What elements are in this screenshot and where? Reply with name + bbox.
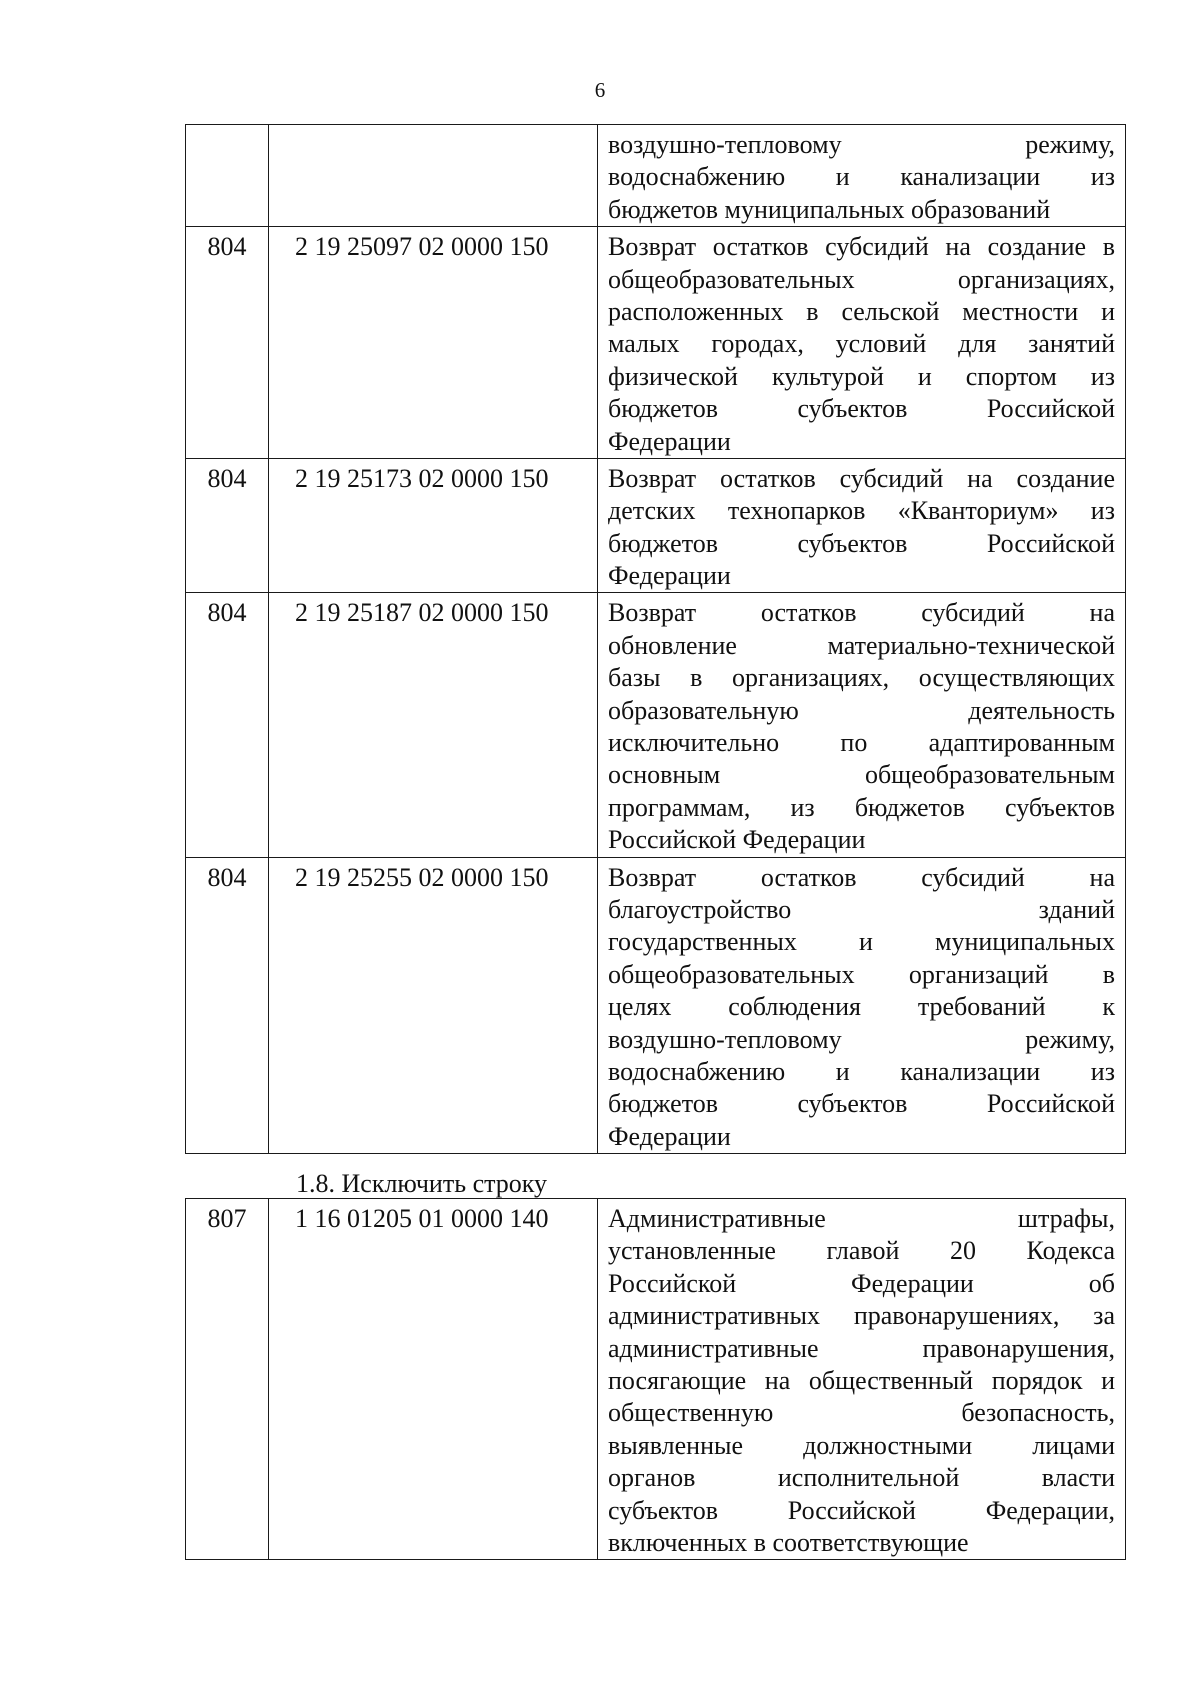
description-line: субъектов Российской Федерации, xyxy=(608,1495,1115,1525)
budget-classification-code-cell: 1 16 01205 01 0000 140 xyxy=(269,1199,598,1560)
description-line: водоснабжению и канализации из xyxy=(608,162,1115,192)
section-heading: 1.8. Исключить строку xyxy=(296,1169,548,1198)
description-line: физической культурой и спортом из xyxy=(608,361,1115,391)
description-line: государственных и муниципальных xyxy=(608,927,1115,957)
description-line: посягающие на общественный порядок и xyxy=(608,1365,1115,1395)
description-line: органов исполнительной власти xyxy=(608,1463,1115,1493)
description-line: воздушно-тепловому режиму, xyxy=(608,1024,1115,1054)
description-line: общественную безопасность, xyxy=(608,1398,1115,1428)
description-line: основным общеобразовательным xyxy=(608,760,1115,790)
description-line: административных правонарушениях, за xyxy=(608,1301,1115,1331)
description-line: образовательную деятельность xyxy=(608,695,1115,725)
budget-classification-code-cell: 2 19 25187 02 0000 150 xyxy=(269,593,598,857)
administrator-code-cell: 804 xyxy=(186,857,269,1154)
description-line: Возврат остатков субсидий на xyxy=(608,598,1115,628)
table-row xyxy=(186,125,1126,227)
description-line: выявленные должностными лицами xyxy=(608,1430,1115,1460)
description-line: малых городах, условий для занятий xyxy=(608,329,1115,359)
description-line: Федерации xyxy=(608,1121,731,1151)
description-line: Федерации xyxy=(608,426,731,456)
description-line: воздушно-тепловому режиму, xyxy=(608,130,1115,159)
description-line: общеобразовательных организациях, xyxy=(608,264,1115,294)
budget-classification-code-cell: 2 19 25173 02 0000 150 xyxy=(269,458,598,593)
administrator-code-cell xyxy=(186,125,269,227)
description-line: установленные главой 20 Кодекса xyxy=(608,1236,1115,1266)
description-line: водоснабжению и канализации из xyxy=(608,1056,1115,1086)
budget-classification-code-cell: 2 19 25097 02 0000 150 xyxy=(269,227,598,459)
revenue-codes-table-body xyxy=(186,125,1126,1154)
description-line: Российской Федерации xyxy=(608,825,866,855)
excluded-row-table-body xyxy=(186,1199,1126,1560)
administrator-code-cell: 807 xyxy=(186,1199,269,1560)
description-line: бюджетов субъектов Российской xyxy=(608,1089,1115,1119)
budget-classification-code-cell: 2 19 25255 02 0000 150 xyxy=(269,857,598,1154)
revenue-codes-table xyxy=(185,124,1126,1154)
description-line: бюджетов субъектов Российской xyxy=(608,394,1115,424)
revenue-description-cell xyxy=(598,458,1126,593)
description-line: административные правонарушения, xyxy=(608,1333,1115,1363)
excluded-row-table xyxy=(185,1198,1126,1560)
table-row xyxy=(186,593,1126,857)
description-line: программам, из бюджетов субъектов xyxy=(608,792,1115,822)
description-line: Административные штрафы, xyxy=(608,1204,1115,1233)
description-line: Возврат остатков субсидий на создание xyxy=(608,463,1115,493)
description-line: бюджетов субъектов Российской xyxy=(608,528,1115,558)
revenue-description-cell xyxy=(598,593,1126,857)
description-line: Возврат остатков субсидий на создание в xyxy=(608,232,1115,262)
description-line: детских технопарков «Кванториум» из xyxy=(608,496,1115,526)
revenue-description-cell xyxy=(598,125,1126,227)
table-row xyxy=(186,227,1126,459)
description-line: бюджетов муниципальных образований xyxy=(608,194,1051,224)
page-number: 6 xyxy=(594,78,606,102)
administrator-code-cell: 804 xyxy=(186,227,269,459)
table-row xyxy=(186,857,1126,1154)
description-line: базы в организациях, осуществляющих xyxy=(608,663,1115,693)
table-row xyxy=(186,1199,1126,1560)
administrator-code-cell: 804 xyxy=(186,593,269,857)
description-line: Возврат остатков субсидий на xyxy=(608,862,1115,892)
description-line: общеобразовательных организаций в xyxy=(608,959,1115,989)
description-line: обновление материально-технической xyxy=(608,630,1115,660)
table-row xyxy=(186,458,1126,593)
revenue-description-cell xyxy=(598,1199,1126,1560)
description-line: благоустройство зданий xyxy=(608,894,1115,924)
description-line: Российской Федерации об xyxy=(608,1268,1115,1298)
description-line: Федерации xyxy=(608,561,731,591)
revenue-description-cell xyxy=(598,857,1126,1154)
description-line: исключительно по адаптированным xyxy=(608,728,1115,758)
description-line: включенных в соответствующие xyxy=(608,1527,969,1557)
description-line: целях соблюдения требований к xyxy=(608,992,1115,1022)
description-line: расположенных в сельской местности и xyxy=(608,296,1115,326)
administrator-code-cell: 804 xyxy=(186,458,269,593)
revenue-description-cell xyxy=(598,227,1126,459)
budget-classification-code-cell xyxy=(269,125,598,227)
